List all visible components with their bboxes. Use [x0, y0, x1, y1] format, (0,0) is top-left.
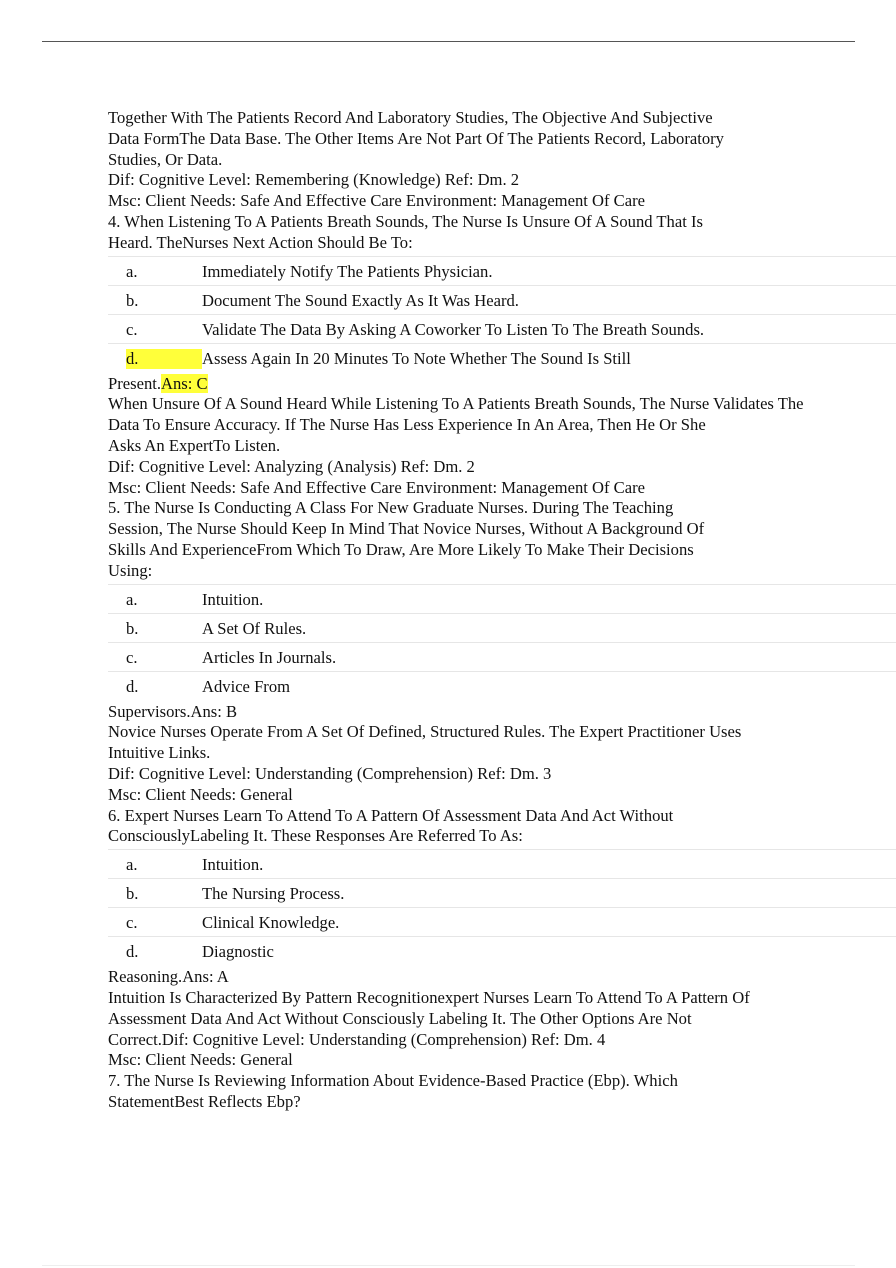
- rationale-line: Dif: Cognitive Level: Analyzing (Analysis) Ref: Dm. 2: [108, 456, 475, 476]
- option-letter: c.: [126, 647, 138, 667]
- rationale-line: Intuitive Links.: [108, 743, 211, 763]
- option-letter: c.: [126, 913, 138, 933]
- text-line: Data FormThe Data Base. The Other Items Are Not Part Of The Patients Record, Laboratory: [108, 128, 724, 148]
- option-text: Document The Sound Exactly As It Was Heard.: [202, 290, 519, 310]
- question-stem: Session, The Nurse Should Keep In Mind That Novice Nurses, Without A Background Of: [108, 519, 705, 539]
- rationale-line: Intuition Is Characterized By Pattern Recognitionexpert Nurses Learn To Attend To A Pattern Of: [108, 987, 750, 1007]
- option-letter: b.: [126, 618, 139, 638]
- footer-rule: [42, 1265, 855, 1266]
- rationale-line: Correct.Dif: Cognitive Level: Understanding (Comprehension) Ref: Dm. 4: [108, 1029, 606, 1049]
- question-4: [108, 212, 896, 498]
- option-row: [108, 314, 896, 343]
- option-text: Assess Again In 20 Minutes To Note Whether The Sound Is Still: [202, 348, 631, 368]
- option-text: The Nursing Process.: [202, 884, 345, 904]
- option-letter: d.: [126, 942, 139, 962]
- intro-block: [108, 108, 896, 212]
- text-line: Together With The Patients Record And Laboratory Studies, The Objective And Subjective: [108, 108, 713, 127]
- question-stem: Skills And ExperienceFrom Which To Draw, Are More Likely To Make Their Decisions: [108, 539, 694, 559]
- answer-highlighted: Ans: C: [161, 373, 208, 393]
- options-list: [108, 584, 896, 700]
- question-stem: 4. When Listening To A Patients Breath Sounds, The Nurse Is Unsure Of A Sound That Is: [108, 211, 703, 231]
- option-row: [108, 936, 896, 965]
- text-line: Studies, Or Data.: [108, 149, 223, 169]
- option-letter: b.: [126, 290, 139, 310]
- options-list: [108, 256, 896, 372]
- option-row: [108, 642, 896, 671]
- question-5: [108, 498, 896, 805]
- option-letter: d.: [126, 676, 139, 696]
- option-row: [108, 584, 896, 613]
- rationale-line: Asks An ExpertTo Listen.: [108, 435, 281, 455]
- rationale-line: Data To Ensure Accuracy. If The Nurse Has Less Experience In An Area, Then He Or She: [108, 415, 706, 435]
- option-text: Diagnostic: [202, 942, 274, 962]
- option-row: [108, 671, 896, 700]
- option-text: Clinical Knowledge.: [202, 913, 340, 933]
- option-text: Advice From: [202, 676, 291, 696]
- option-row: [108, 878, 896, 907]
- answer-line: Reasoning.Ans: A: [108, 967, 229, 987]
- header-rule: [42, 41, 855, 42]
- option-text: Intuition.: [202, 589, 264, 609]
- question-6: [108, 806, 896, 1072]
- question-stem: 7. The Nurse Is Reviewing Information About Evidence-Based Practice (Ebp). Which: [108, 1071, 678, 1091]
- option-letter-highlighted: d.: [126, 349, 202, 369]
- rationale-line: Novice Nurses Operate From A Set Of Defined, Structured Rules. The Expert Practitioner Uses: [108, 722, 742, 742]
- option-row: [108, 613, 896, 642]
- answer-line: Supervisors.Ans: B: [108, 701, 238, 721]
- option-text: Validate The Data By Asking A Coworker To Listen To The Breath Sounds.: [202, 319, 705, 339]
- question-stem: ConsciouslyLabeling It. These Responses Are Referred To As:: [108, 826, 523, 846]
- question-7: [108, 1071, 896, 1113]
- option-row: [108, 343, 896, 372]
- text-line: Msc: Client Needs: Safe And Effective Care Environment: Management Of Care: [108, 191, 645, 211]
- rationale-line: Msc: Client Needs: General: [108, 1050, 293, 1070]
- rationale-line: When Unsure Of A Sound Heard While Listening To A Patients Breath Sounds, The Nurse Validates The: [108, 394, 804, 414]
- option-letter: a.: [126, 589, 138, 609]
- question-stem: Heard. TheNurses Next Action Should Be To:: [108, 232, 413, 252]
- option-letter: a.: [126, 261, 138, 281]
- option-text: Articles In Journals.: [202, 647, 337, 667]
- document-body: [108, 108, 896, 1113]
- option-letter: c.: [126, 319, 138, 339]
- rationale-line: Msc: Client Needs: Safe And Effective Care Environment: Management Of Care: [108, 477, 645, 497]
- option-text: A Set Of Rules.: [202, 618, 307, 638]
- question-stem: StatementBest Reflects Ebp?: [108, 1091, 301, 1111]
- option-letter: b.: [126, 884, 139, 904]
- options-list: [108, 849, 896, 965]
- option-text: Intuition.: [202, 855, 264, 875]
- rationale-line: Dif: Cognitive Level: Understanding (Comprehension) Ref: Dm. 3: [108, 763, 552, 783]
- answer-line: [108, 374, 896, 395]
- rationale-line: Msc: Client Needs: General: [108, 784, 293, 804]
- question-stem: 6. Expert Nurses Learn To Attend To A Pattern Of Assessment Data And Act Without: [108, 805, 674, 825]
- option-row: [108, 907, 896, 936]
- text-line: Dif: Cognitive Level: Remembering (Knowledge) Ref: Dm. 2: [108, 170, 520, 190]
- option-letter: a.: [126, 855, 138, 875]
- option-row: [108, 256, 896, 285]
- rationale-line: Assessment Data And Act Without Consciously Labeling It. The Other Options Are Not: [108, 1008, 692, 1028]
- option-row: [108, 849, 896, 878]
- answer-prefix: Present.: [108, 373, 161, 393]
- option-text: Immediately Notify The Patients Physician.: [202, 261, 493, 281]
- question-stem: 5. The Nurse Is Conducting A Class For New Graduate Nurses. During The Teaching: [108, 498, 674, 518]
- option-row: [108, 285, 896, 314]
- question-stem: Using:: [108, 560, 153, 580]
